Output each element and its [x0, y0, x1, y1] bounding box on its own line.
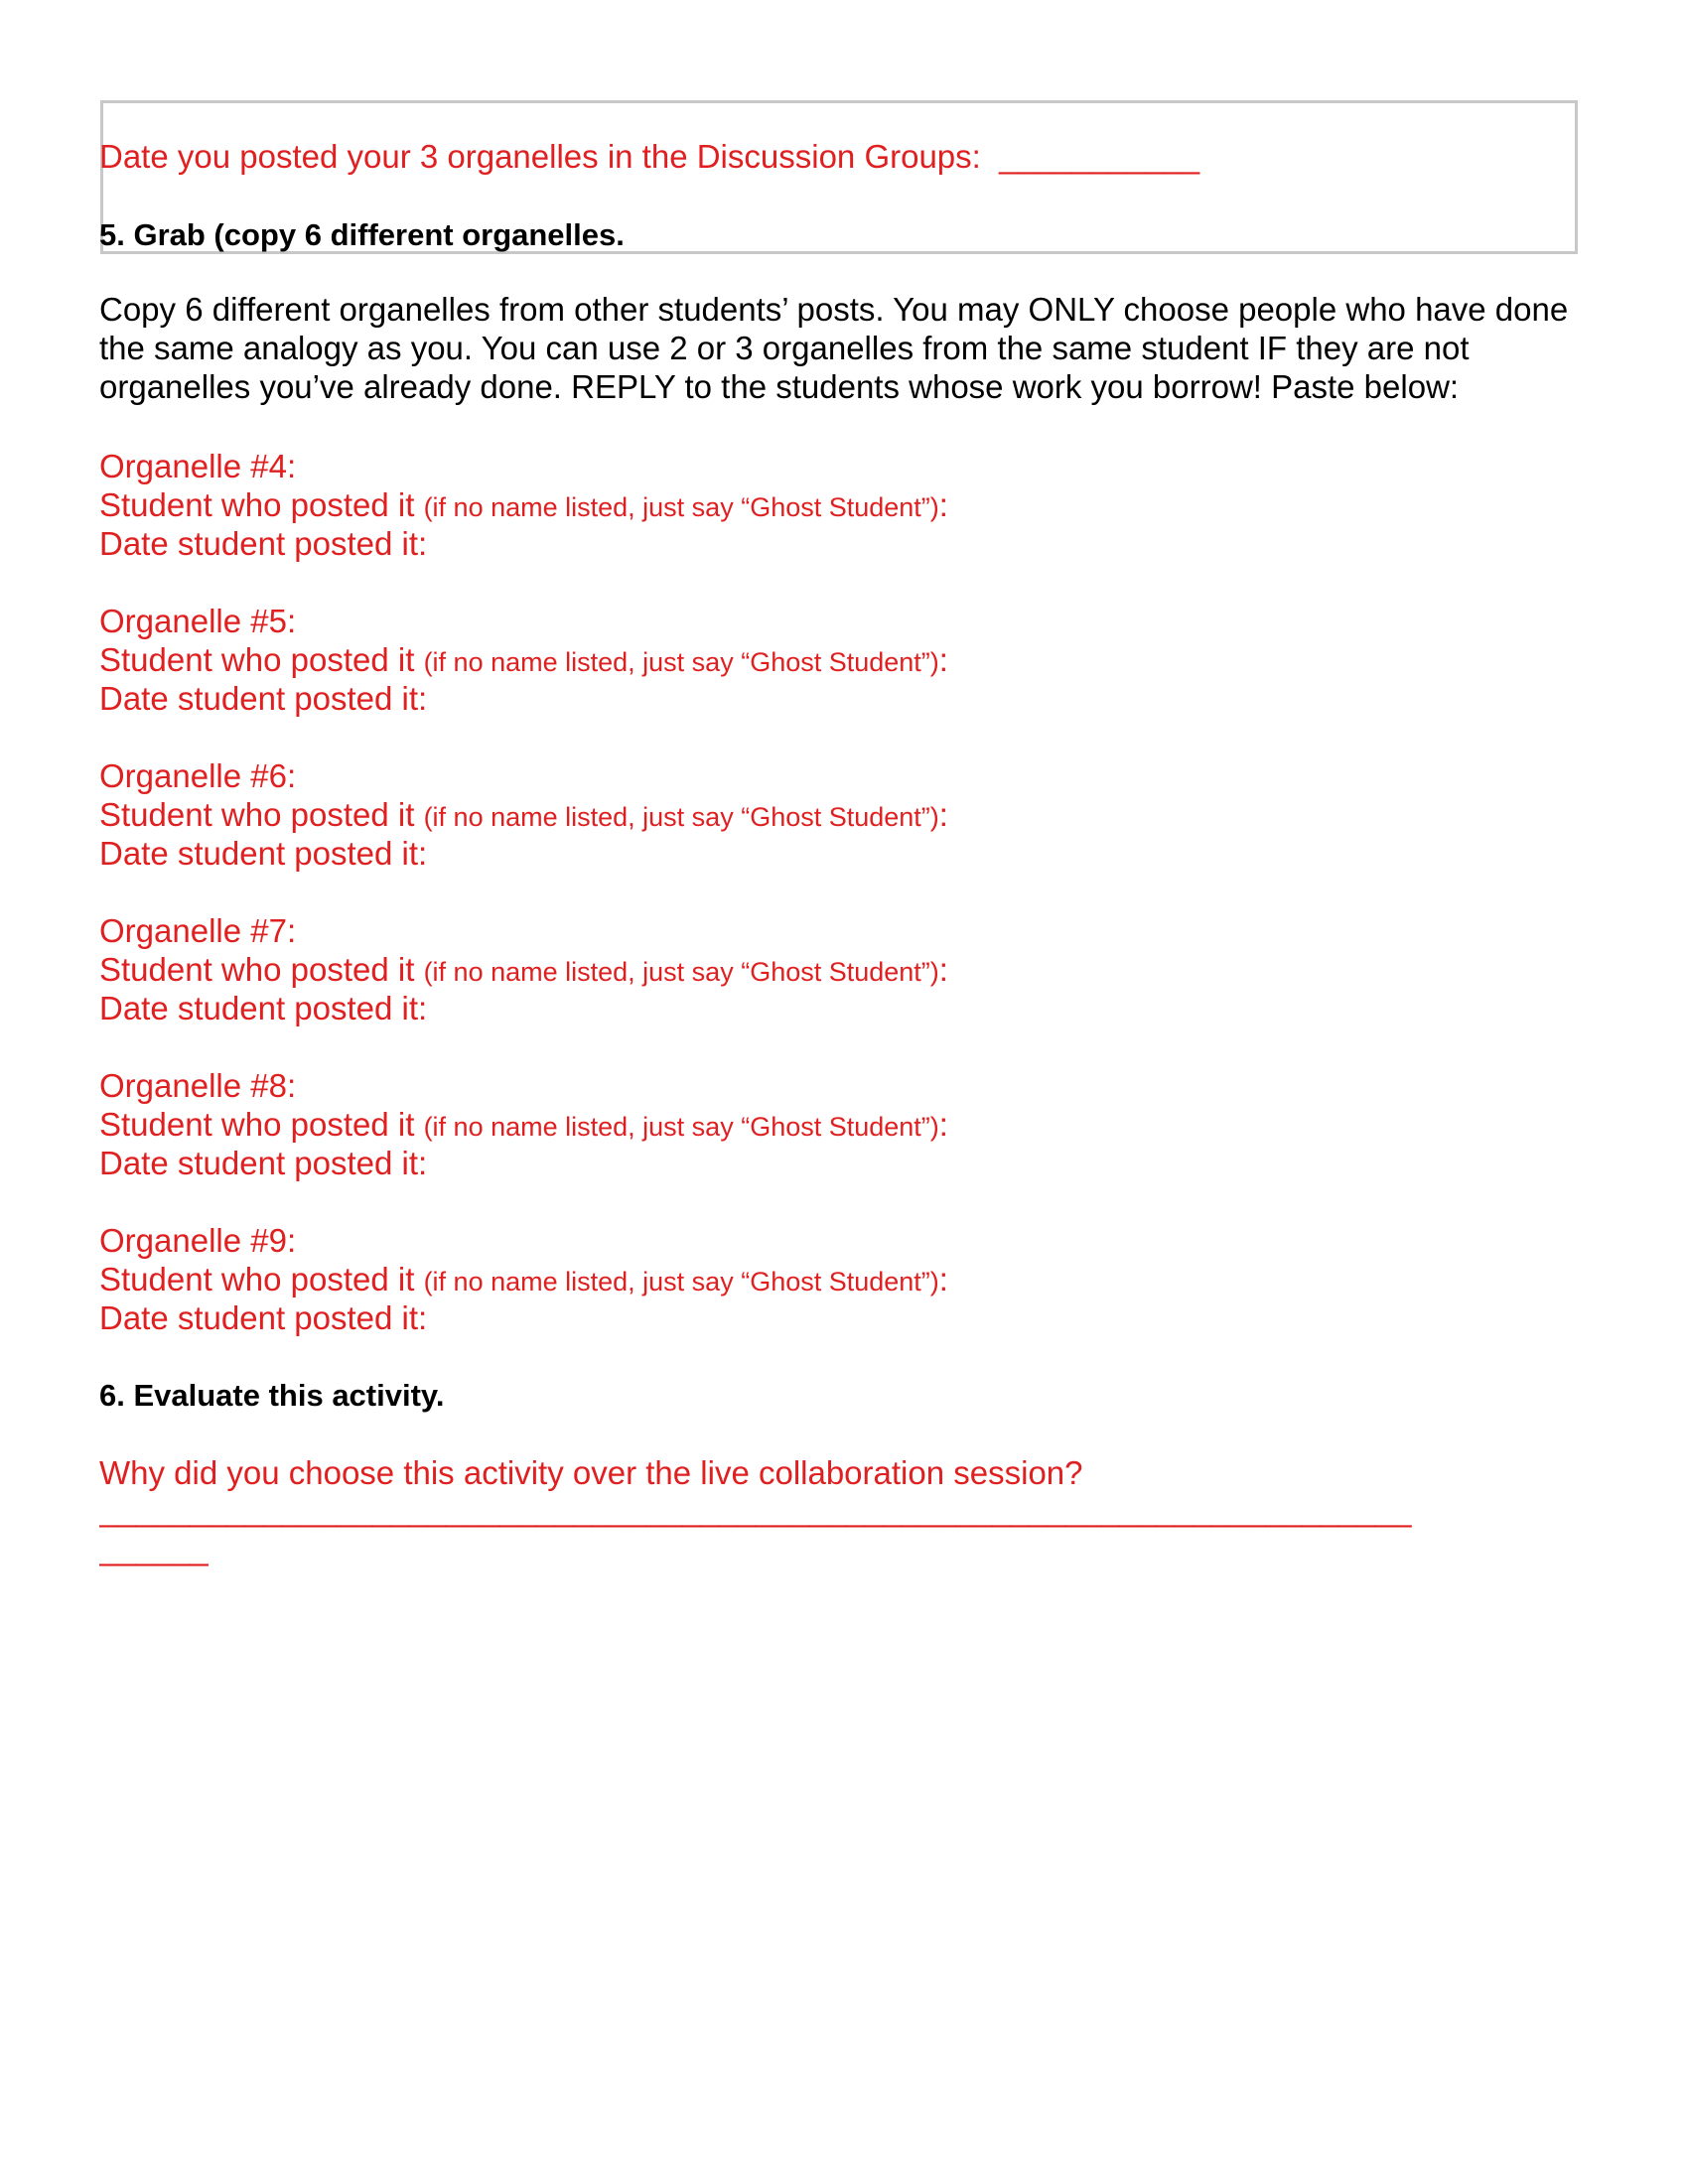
answer-line-1[interactable]: ________________________________________________________________________	[99, 1491, 1412, 1528]
student-colon: :	[938, 951, 948, 988]
student-hint: (if no name listed, just say “Ghost Student”)	[423, 957, 939, 987]
student-label: Student who posted it	[99, 1261, 415, 1297]
student-colon: :	[938, 1106, 948, 1143]
student-label: Student who posted it	[99, 796, 415, 833]
organelle-9-student-row	[99, 1260, 948, 1301]
date-posted-blank[interactable]: ___________	[999, 138, 1200, 175]
organelle-6-label: Organelle #6:	[99, 757, 297, 794]
step5-instructions: Copy 6 different organelles from other students’ posts. You may ONLY choose people who have done the same analogy as you. You can use 2 or 3 organelles from the same student IF they are not organelles you’ve already done. REPLY to the students whose work you borrow! Paste below:	[99, 291, 1569, 405]
student-hint: (if no name listed, just say “Ghost Student”)	[423, 647, 939, 677]
organelle-9-date: Date student posted it:	[99, 1299, 428, 1336]
answer-line-2[interactable]: ______	[99, 1530, 210, 1567]
organelle-7-label: Organelle #7:	[99, 912, 297, 949]
date-posted-prompt: Date you posted your 3 organelles in the Discussion Groups:	[99, 138, 981, 175]
student-colon: :	[938, 796, 948, 833]
organelle-5-student-row	[99, 640, 948, 682]
organelle-4-date: Date student posted it:	[99, 525, 428, 562]
organelle-4-label: Organelle #4:	[99, 448, 297, 484]
step6-heading: 6. Evaluate this activity.	[99, 1378, 445, 1413]
organelle-5-date: Date student posted it:	[99, 680, 428, 717]
student-label: Student who posted it	[99, 641, 415, 678]
organelle-9-label: Organelle #9:	[99, 1222, 297, 1259]
organelle-5-label: Organelle #5:	[99, 603, 297, 639]
student-colon: :	[938, 641, 948, 678]
student-label: Student who posted it	[99, 486, 415, 523]
student-hint: (if no name listed, just say “Ghost Student”)	[423, 1267, 939, 1297]
date-posted-row	[99, 137, 1199, 176]
student-colon: :	[938, 486, 948, 523]
step5-heading: 5. Grab (copy 6 different organelles.	[99, 217, 625, 252]
student-label: Student who posted it	[99, 951, 415, 988]
evaluate-question: Why did you choose this activity over the live collaboration session?	[99, 1454, 1083, 1491]
organelle-8-date: Date student posted it:	[99, 1145, 428, 1181]
student-hint: (if no name listed, just say “Ghost Student”)	[423, 492, 939, 522]
organelle-7-student-row	[99, 950, 948, 992]
organelle-6-date: Date student posted it:	[99, 835, 428, 872]
student-label: Student who posted it	[99, 1106, 415, 1143]
organelle-7-date: Date student posted it:	[99, 990, 428, 1026]
student-hint: (if no name listed, just say “Ghost Student”)	[423, 1112, 939, 1142]
organelle-6-student-row	[99, 795, 948, 837]
organelle-8-student-row	[99, 1105, 948, 1147]
student-hint: (if no name listed, just say “Ghost Student”)	[423, 802, 939, 832]
organelle-8-label: Organelle #8:	[99, 1067, 297, 1104]
student-colon: :	[938, 1261, 948, 1297]
organelle-4-student-row	[99, 485, 948, 527]
